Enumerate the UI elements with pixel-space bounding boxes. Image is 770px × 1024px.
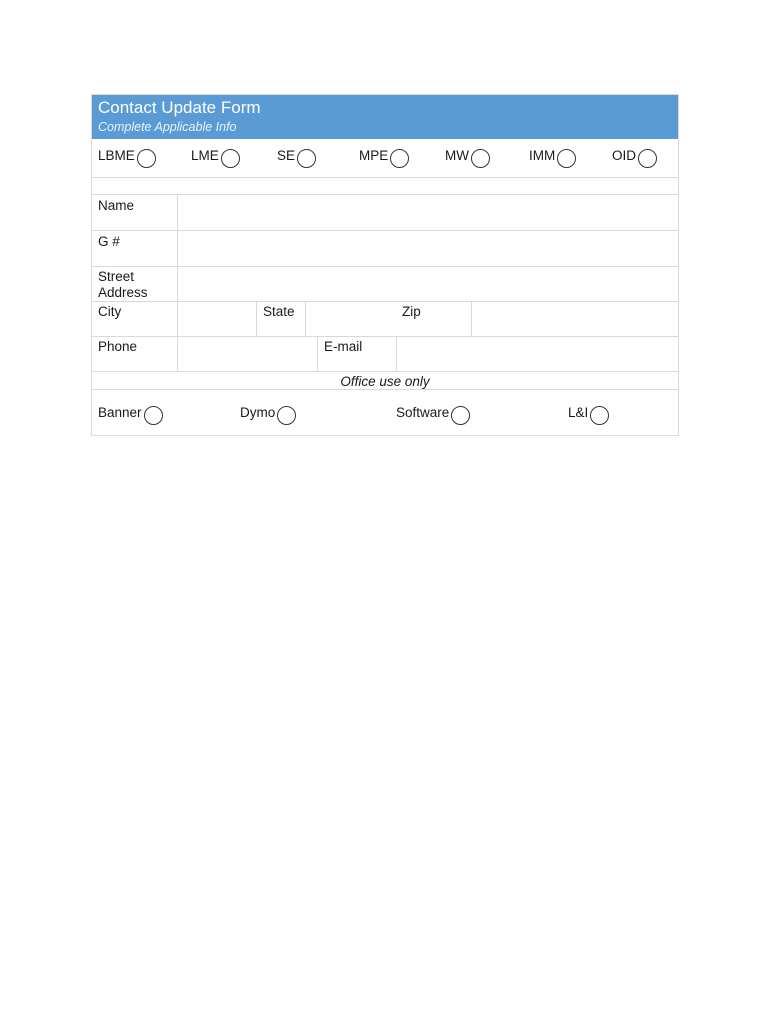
- department-option-lme[interactable]: [191, 148, 240, 168]
- office-option-label: Software: [396, 405, 450, 420]
- radio-circle-icon[interactable]: [277, 406, 296, 425]
- email-field[interactable]: [396, 337, 678, 371]
- department-option-mpe[interactable]: [359, 148, 409, 168]
- radio-circle-icon[interactable]: [451, 406, 470, 425]
- street-address-field[interactable]: [177, 267, 678, 301]
- radio-circle-icon[interactable]: [638, 149, 657, 168]
- g-number-row: [92, 230, 678, 266]
- department-label: IMM: [529, 148, 556, 163]
- radio-circle-icon[interactable]: [137, 149, 156, 168]
- office-option-dymo[interactable]: [240, 405, 296, 425]
- office-option-label: Dymo: [240, 405, 276, 420]
- spacer-row: [92, 177, 678, 194]
- radio-circle-icon[interactable]: [590, 406, 609, 425]
- department-label: MW: [445, 148, 469, 163]
- department-option-oid[interactable]: [612, 148, 657, 168]
- street-address-label: Street Address: [98, 269, 148, 300]
- office-options-row: [92, 389, 678, 435]
- g-number-label: G #: [98, 234, 120, 249]
- form-header: [92, 95, 678, 139]
- department-option-lbme[interactable]: [98, 148, 156, 168]
- department-row: [92, 139, 678, 177]
- department-label: OID: [612, 148, 637, 163]
- state-label: State: [256, 302, 305, 336]
- department-label: LME: [191, 148, 219, 163]
- department-option-mw[interactable]: [445, 148, 490, 168]
- office-use-label: Office use only: [340, 374, 430, 389]
- zip-field[interactable]: [471, 302, 678, 336]
- name-label: Name: [98, 198, 135, 213]
- phone-label: Phone: [98, 339, 138, 354]
- city-label: City: [98, 304, 122, 319]
- zip-label: Zip: [402, 304, 421, 319]
- office-option-banner[interactable]: [98, 405, 163, 425]
- department-label: MPE: [359, 148, 389, 163]
- city-state-zip-row: [92, 301, 678, 336]
- department-option-imm[interactable]: [529, 148, 576, 168]
- office-option-software[interactable]: [396, 405, 470, 425]
- form-subtitle: Complete Applicable Info: [98, 120, 237, 134]
- phone-email-row: [92, 336, 678, 371]
- department-label: SE: [277, 148, 296, 163]
- office-option-label: L&I: [568, 405, 589, 420]
- radio-circle-icon[interactable]: [297, 149, 316, 168]
- g-number-field[interactable]: [177, 231, 678, 266]
- radio-circle-icon[interactable]: [144, 406, 163, 425]
- phone-field[interactable]: [177, 337, 317, 371]
- radio-circle-icon[interactable]: [390, 149, 409, 168]
- office-option-label: Banner: [98, 405, 142, 420]
- department-label: LBME: [98, 148, 135, 163]
- contact-update-form: [91, 94, 679, 436]
- state-field[interactable]: [305, 302, 396, 336]
- radio-circle-icon[interactable]: [471, 149, 490, 168]
- email-label: E-mail: [317, 337, 396, 371]
- department-option-se[interactable]: [277, 148, 316, 168]
- office-option-li[interactable]: [568, 405, 609, 425]
- city-field[interactable]: [177, 302, 256, 336]
- form-title: Contact Update Form: [98, 98, 261, 117]
- street-address-row: [92, 266, 678, 301]
- name-field[interactable]: [177, 195, 678, 230]
- office-use-row: [92, 371, 678, 389]
- name-row: [92, 194, 678, 230]
- radio-circle-icon[interactable]: [557, 149, 576, 168]
- radio-circle-icon[interactable]: [221, 149, 240, 168]
